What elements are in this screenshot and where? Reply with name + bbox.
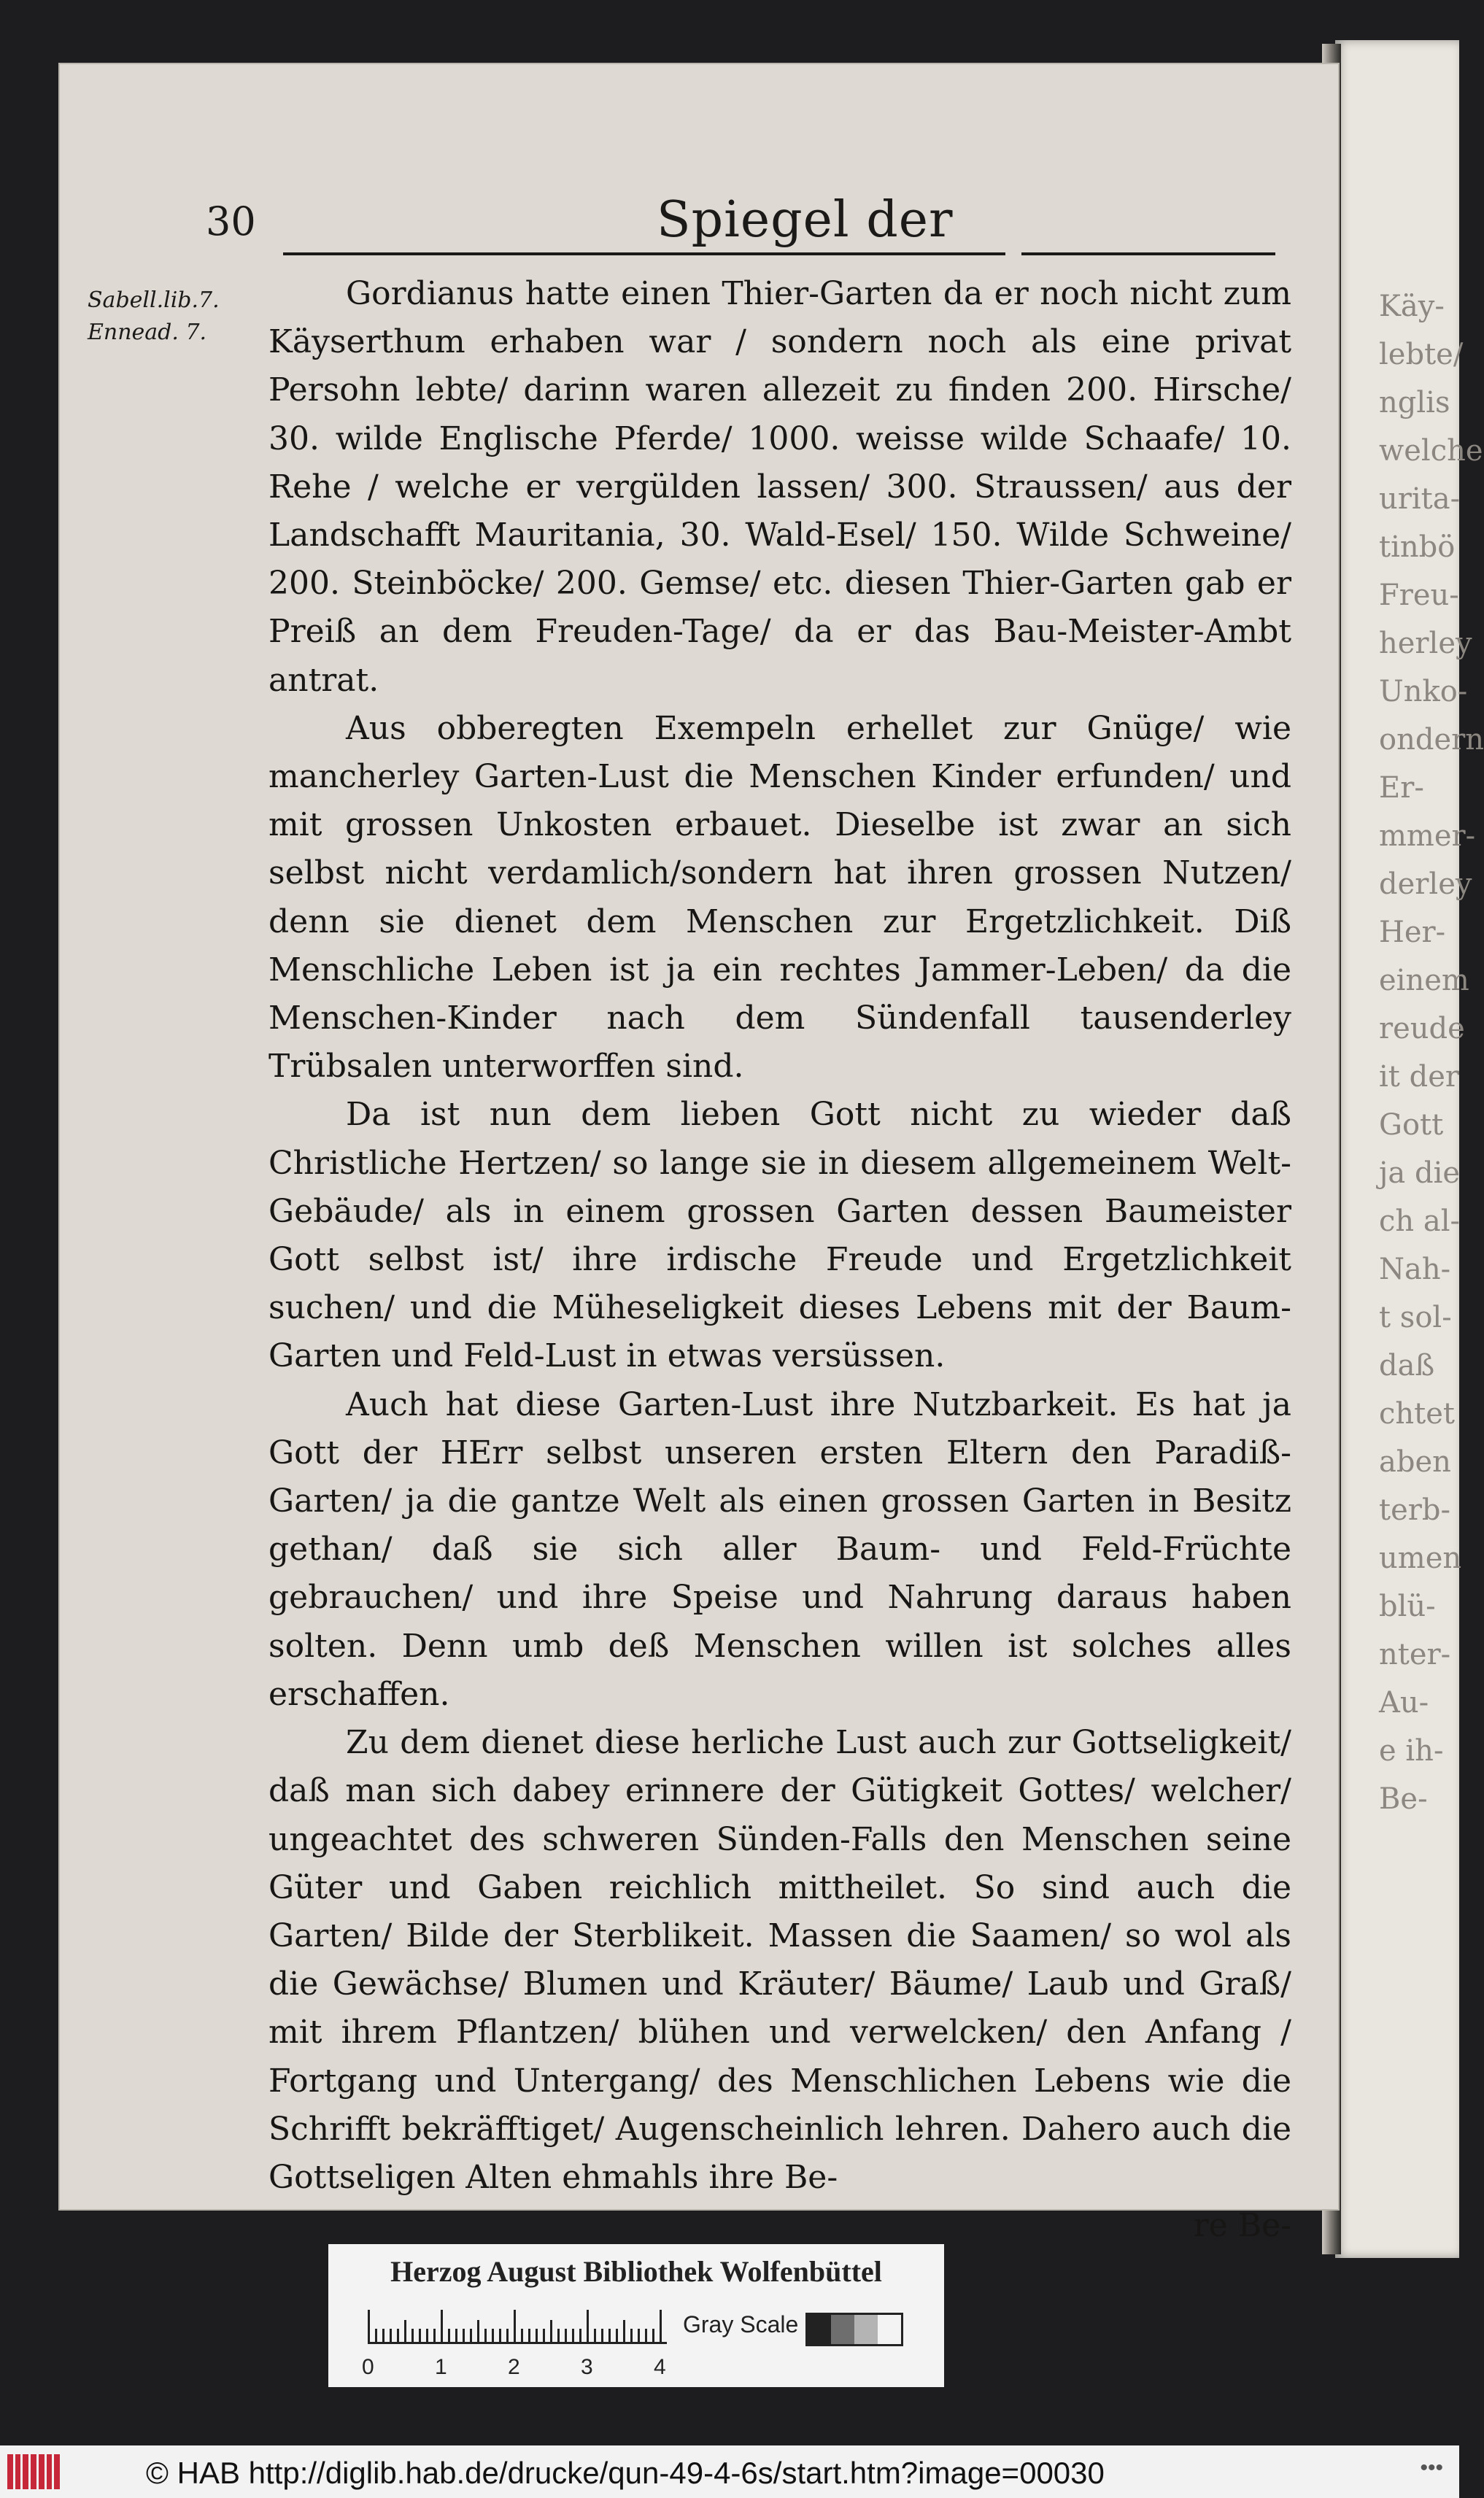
next-page-fragment: Gott — [1379, 1108, 1444, 1142]
ruler-tick — [660, 2310, 662, 2342]
ruler-tick — [390, 2329, 392, 2342]
marginal-note — [88, 285, 233, 349]
header-rule — [283, 252, 1005, 255]
ruler-tick — [368, 2310, 370, 2342]
next-page-fragment: mmer- — [1379, 819, 1476, 853]
ruler-tick — [455, 2329, 457, 2342]
next-page-fragment: tinbö — [1379, 530, 1456, 564]
color-target-bar — [328, 2244, 944, 2387]
ruler-tick — [536, 2329, 538, 2342]
marginal-note-line: Ennead. 7. — [88, 320, 207, 345]
paragraph: Gordianus hatte einen Thier-Garten da er noch nicht zum Käyserthum erhaben war / sondern noch als eine privat Persohn lebte/ darinn waren allezeit zu finden 200. Hirsche/ 30. wilde Englische Pferde/ 1000. weisse wilde Schaafe/ 10. Rehe / welche er vergülden lassen/ 300. Straussen/ aus der Landschafft Mauritania, 30. Wald-Esel/ 150. Wilde Schweine/ 200. Steinböcke/ 200. Gemse/ etc. diesen Thier-Garten gab er Preiß an dem Freuden-Tage/ da er das Bau-Meister-Ambt antrat. — [268, 275, 1291, 699]
ruler-tick — [375, 2329, 377, 2342]
next-page-fragment: lebte/ — [1379, 338, 1464, 371]
ruler-tick — [645, 2329, 647, 2342]
ruler-tick — [382, 2329, 384, 2342]
next-page-fragment: derley — [1379, 867, 1472, 901]
ruler-tick — [550, 2320, 552, 2342]
gray-swatch — [831, 2315, 854, 2344]
ruler-tick — [441, 2310, 443, 2342]
ruler-tick — [528, 2329, 530, 2342]
next-page-fragment: chtet — [1379, 1397, 1455, 1431]
ruler-tick — [499, 2329, 501, 2342]
next-page-fragment: Au- — [1379, 1686, 1429, 1720]
next-page-fragment: Nah- — [1379, 1253, 1451, 1286]
ruler-tick — [426, 2329, 428, 2342]
next-page-fragment: t sol- — [1379, 1301, 1452, 1334]
next-page-fragment: ch al- — [1379, 1204, 1461, 1238]
next-page-fragment: terb- — [1379, 1493, 1450, 1527]
next-page-edge — [1335, 40, 1484, 2258]
next-page-fragment: blü- — [1379, 1590, 1436, 1623]
paragraph: Da ist nun dem lieben Gott nicht zu wieder daß Christliche Hertzen/ so lange sie in diesem allgemeinem Welt-Gebäude/ als in einem grossen Garten dessen Baumeister Gott selbst ist/ ihre irdische Freude und Ergetzlichkeit suchen/ und die Müheseligkeit dieses Lebens mit der Baum-Garten und Feld-Lust in etwas versüssen. — [268, 1096, 1291, 1375]
ruler-tick — [572, 2329, 574, 2342]
next-page-fragment: Her- — [1379, 916, 1446, 949]
paragraph: Zu dem dienet diese herliche Lust auch zur Gottseligkeit/ daß man sich dabey erinnere der Gütigkeit Gottes/ welcher/ ungeachtet des schweren Sünden-Falls den Menschen seine Güter und Gaben reichlich mittheilet. So sind auch die Garten/ Bilde der Sterblikeit. Massen die Saamen/ so wol als die Gewächse/ Blumen und Kräuter/ Bäume/ Laub und Graß/ mit ihrem Pflantzen/ blühen und verwelcken/ den Anfang / Fortgang und Untergang/ des Menschlichen Lebens wie die Schrifft bekräfftiget/ Augenscheinlich lehren. Dahero auch die Gottseligen Alten ehmahls ihre Be- — [268, 1724, 1291, 2196]
hab-logo-icon — [7, 2454, 60, 2489]
next-page-fragment: it der — [1379, 1060, 1459, 1094]
ruler-tick — [470, 2329, 472, 2342]
ruler-tick — [579, 2329, 581, 2342]
next-page-fragment: daß — [1379, 1349, 1435, 1383]
ruler-number: 1 — [435, 2355, 447, 2379]
next-page-fragment: Er- — [1379, 771, 1424, 805]
next-page-fragment: Freu- — [1379, 579, 1459, 612]
ruler-tick — [463, 2329, 465, 2342]
next-page-fragment: ondern — [1379, 723, 1484, 757]
footer-url[interactable]: © HAB http://diglib.hab.de/drucke/qun-49-4-6s/start.htm?image=00030 — [146, 2456, 1105, 2490]
paragraph: Auch hat diese Garten-Lust ihre Nutzbarkeit. Es hat ja Gott der HErr selbst unseren ersten Eltern den Paradiß-Garten/ ja die gantze Welt als einen grossen Garten in Besitz gethan/ daß sie sich aller Baum- und Feld-Früchte gebrauchen/ und ihre Speise und Nahrung daraus haben solten. Denn umb deß Menschen willen ist solches alles erschaffen. — [268, 1385, 1291, 1713]
ruler-tick — [397, 2329, 399, 2342]
gray-swatch — [808, 2315, 831, 2344]
ruler-number: 3 — [581, 2355, 593, 2379]
gray-swatch — [854, 2315, 878, 2344]
ruler-tick — [543, 2329, 545, 2342]
catchword: re Be- — [1193, 2207, 1291, 2245]
ruler — [368, 2307, 667, 2344]
ruler-tick — [623, 2320, 625, 2342]
next-page-fragment: Käy- — [1379, 290, 1445, 323]
next-page-fragment: e ih- — [1379, 1734, 1444, 1768]
next-page-fragment: Be- — [1379, 1782, 1428, 1816]
ruler-tick — [521, 2329, 523, 2342]
next-page-fragment: reude — [1379, 1012, 1465, 1045]
running-head: Spiegel der — [657, 191, 954, 249]
gray-scale-label: Gray Scale — [683, 2311, 799, 2337]
next-page-fragment: welche — [1379, 434, 1483, 468]
ruler-tick — [638, 2329, 640, 2342]
footer-bar — [0, 2445, 1459, 2498]
ruler-number: 2 — [508, 2355, 520, 2379]
gray-swatch — [878, 2315, 901, 2344]
ruler-tick — [506, 2329, 509, 2342]
marginal-note-line: Sabell.lib.7. — [88, 287, 220, 313]
next-page-fragment: ja die — [1379, 1156, 1461, 1190]
ruler-tick — [404, 2320, 406, 2342]
ruler-tick — [411, 2329, 414, 2342]
header-rule — [1021, 252, 1275, 255]
ruler-tick — [419, 2329, 421, 2342]
next-page-fragment: herley — [1379, 627, 1472, 660]
page-number: 30 — [206, 198, 256, 244]
ruler-tick — [630, 2329, 633, 2342]
more-icon[interactable]: ••• — [1420, 2456, 1443, 2480]
color-bar-title: Herzog August Bibliothek Wolfenbüttel — [390, 2255, 882, 2288]
paragraph: Aus obberegten Exempeln erhellet zur Gnüge/ wie mancherley Garten-Lust die Menschen Kinder erfunden/ und mit grossen Unkosten erbauet. Dieselbe ist zwar an sich selbst nicht verdamlich/sondern hat ihren grossen Nutzen/ denn sie dienet dem Menschen zur Ergetzlichkeit. Diß Menschliche Leben ist ja ein rechtes Jammer-Leben/ da die Menschen-Kinder nach dem Sündenfall tausenderley Trübsalen unterworffen sind. — [268, 709, 1291, 1086]
ruler-tick — [616, 2329, 618, 2342]
body-text — [268, 270, 1291, 2250]
ruler-tick — [587, 2310, 589, 2342]
next-page-fragment: aben — [1379, 1445, 1451, 1479]
ruler-tick — [557, 2329, 560, 2342]
ruler-tick — [448, 2329, 450, 2342]
next-page-fragment: nglis — [1379, 386, 1450, 419]
ruler-number: 0 — [362, 2355, 374, 2379]
gray-scale-swatches — [805, 2313, 903, 2346]
next-page-fragment: nter- — [1379, 1638, 1451, 1671]
ruler-tick — [433, 2329, 436, 2342]
ruler-tick — [492, 2329, 494, 2342]
next-page-fragment: Unko- — [1379, 675, 1468, 708]
next-page-fragment: urita- — [1379, 482, 1461, 516]
ruler-tick — [477, 2320, 479, 2342]
ruler-number: 4 — [654, 2355, 666, 2379]
ruler-tick — [594, 2329, 596, 2342]
ruler-tick — [565, 2329, 567, 2342]
ruler-tick — [652, 2329, 654, 2342]
next-page-fragment: einem — [1379, 964, 1469, 997]
ruler-tick — [601, 2329, 603, 2342]
ruler-tick — [484, 2329, 487, 2342]
next-page-fragment: umen — [1379, 1542, 1462, 1575]
ruler-tick — [608, 2329, 611, 2342]
ruler-tick — [514, 2310, 516, 2342]
